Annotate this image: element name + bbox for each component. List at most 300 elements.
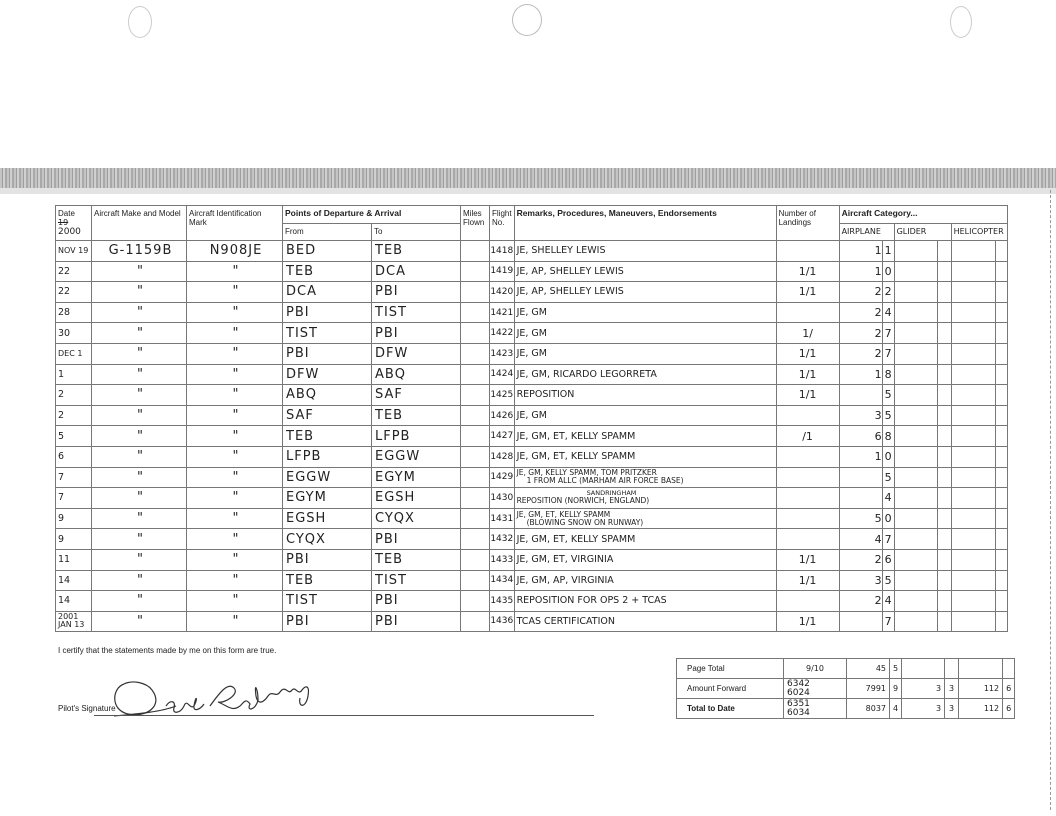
log-ident-mark: " [187,488,283,509]
log-heli-tenths [995,570,1007,591]
log-landings: 1/ [776,323,839,344]
log-date: 2001 JAN 13 [56,611,92,632]
log-landings [776,529,839,550]
log-airplane-hours: 4 [839,529,882,550]
log-remarks: REPOSITION [514,385,776,406]
log-heli-tenths [995,323,1007,344]
log-landings: 1/1 [776,343,839,364]
header-landings: Number of Landings [776,206,839,241]
page-total-hours: 45 [847,659,890,679]
header-miles: Miles Flown [461,206,490,241]
log-landings [776,302,839,323]
log-row [56,508,1008,529]
log-airplane-hours: 2 [839,323,882,344]
log-airplane-tenths: 5 [882,405,894,426]
log-landings: 1/1 [776,549,839,570]
log-aircraft-model: " [92,343,187,364]
log-aircraft-model: " [92,261,187,282]
log-remarks: JE, SHELLEY LEWIS [514,241,776,262]
log-airplane-tenths: 1 [882,241,894,262]
log-from: PBI [283,302,372,323]
page-total-label: Page Total [677,659,784,679]
log-to: PBI [372,591,461,612]
log-flight-no: 1430 [490,488,515,509]
log-remarks-line: JE, GM, KELLY SPAMM, TOM PRITZKER [516,468,657,478]
log-date: 9 [56,529,92,550]
log-from: PBI [283,343,372,364]
log-glider-tenths [937,364,951,385]
log-heli-hours [951,467,995,488]
log-glider-hours [894,364,937,385]
punch-hole-center [512,4,542,36]
log-remarks: TCAS CERTIFICATION [514,611,776,632]
log-from: TEB [283,570,372,591]
total-to-date-glider-hours: 3 [902,699,945,719]
log-glider-hours [894,446,937,467]
log-heli-hours [951,241,995,262]
log-miles [461,343,490,364]
log-airplane-tenths: 5 [882,385,894,406]
log-landings: 1/1 [776,570,839,591]
log-heli-hours [951,508,995,529]
log-row [56,343,1008,364]
page-total-landings: 9/10 [784,659,847,679]
total-to-date-extra: 6 [1003,699,1015,719]
log-airplane-hours: 2 [839,343,882,364]
log-remarks: JE, GM, AP, VIRGINIA [514,570,776,591]
log-airplane-hours: 5 [839,508,882,529]
log-landings [776,591,839,612]
totals-table [676,658,1015,719]
log-heli-hours [951,611,995,632]
log-row [56,467,1008,488]
log-heli-tenths [995,385,1007,406]
log-row [56,570,1008,591]
log-ident-mark: " [187,508,283,529]
log-aircraft-model: " [92,467,187,488]
log-glider-tenths [937,488,951,509]
page-total-heli [959,659,1003,679]
log-landings [776,508,839,529]
log-ident-mark: " [187,323,283,344]
log-remarks: JE, GM [514,302,776,323]
log-remarks: REPOSITION FOR OPS 2 + TCAS [514,591,776,612]
log-airplane-tenths: 4 [882,302,894,323]
log-airplane-hours: 3 [839,405,882,426]
log-row [56,261,1008,282]
log-airplane-tenths: 6 [882,549,894,570]
log-miles [461,570,490,591]
header-to: To [372,223,461,241]
header-category: Aircraft Category... [839,206,1007,224]
log-from: LFPB [283,446,372,467]
scan-binding-shadow [0,188,1056,194]
log-glider-hours [894,549,937,570]
log-airplane-tenths: 2 [882,282,894,303]
page-edge [1050,190,1052,810]
log-airplane-tenths: 5 [882,467,894,488]
log-ident-mark: " [187,261,283,282]
log-airplane-tenths: 5 [882,570,894,591]
log-glider-tenths [937,446,951,467]
log-glider-hours [894,488,937,509]
amount-forward-landings: 6342 6024 [784,679,847,699]
log-airplane-tenths: 4 [882,591,894,612]
log-to: TEB [372,549,461,570]
log-heli-tenths [995,343,1007,364]
log-to: TIST [372,570,461,591]
log-heli-tenths [995,488,1007,509]
log-to: PBI [372,611,461,632]
log-glider-tenths [937,405,951,426]
log-remarks: JE, GM, RICARDO LEGORRETA [514,364,776,385]
log-from: TEB [283,426,372,447]
log-flight-no: 1427 [490,426,515,447]
log-miles [461,529,490,550]
log-ident-mark: " [187,405,283,426]
log-miles [461,364,490,385]
log-glider-tenths [937,261,951,282]
signature-line [94,715,594,716]
log-from: EGGW [283,467,372,488]
log-airplane-tenths: 7 [882,323,894,344]
log-airplane-hours: 2 [839,282,882,303]
log-aircraft-model: " [92,302,187,323]
log-heli-hours [951,570,995,591]
log-miles [461,261,490,282]
log-date: 30 [56,323,92,344]
log-heli-tenths [995,508,1007,529]
log-to: DFW [372,343,461,364]
log-heli-hours [951,261,995,282]
log-glider-hours [894,529,937,550]
log-glider-tenths [937,467,951,488]
log-ident-mark: " [187,343,283,364]
log-row [56,529,1008,550]
log-date: 22 [56,261,92,282]
log-glider-tenths [937,529,951,550]
total-to-date-label: Total to Date [677,699,784,719]
certification-statement: I certify that the statements made by me on this form are true. [58,646,277,655]
log-remarks: JE, GM [514,343,776,364]
log-from: ABQ [283,385,372,406]
amount-forward-glider-hours: 3 [902,679,945,699]
log-to: LFPB [372,426,461,447]
log-row [56,302,1008,323]
log-from: SAF [283,405,372,426]
log-row [56,323,1008,344]
log-landings: 1/1 [776,282,839,303]
log-airplane-hours: 2 [839,549,882,570]
log-aircraft-model: " [92,426,187,447]
log-remarks: JE, GM [514,405,776,426]
log-flight-no: 1432 [490,529,515,550]
log-airplane-hours: 1 [839,261,882,282]
log-heli-tenths [995,467,1007,488]
header-remarks: Remarks, Procedures, Maneuvers, Endorsements [514,206,776,241]
amount-forward-tenths: 9 [890,679,902,699]
log-row [56,426,1008,447]
log-airplane-tenths: 7 [882,529,894,550]
log-ident-mark: " [187,385,283,406]
log-aircraft-model: " [92,529,187,550]
log-landings: /1 [776,426,839,447]
log-glider-tenths [937,508,951,529]
log-airplane-tenths: 7 [882,611,894,632]
log-date: 22 [56,282,92,303]
log-from: TEB [283,261,372,282]
header-cat-glider: GLIDER [894,223,951,241]
log-glider-tenths [937,241,951,262]
log-from: TIST [283,591,372,612]
log-ident-mark: " [187,446,283,467]
log-glider-tenths [937,282,951,303]
log-glider-hours [894,405,937,426]
log-airplane-tenths: 0 [882,508,894,529]
signature-block [58,676,618,720]
log-date: 7 [56,488,92,509]
log-landings [776,241,839,262]
log-to: PBI [372,323,461,344]
log-ident-mark: " [187,426,283,447]
log-airplane-tenths: 8 [882,364,894,385]
log-row [56,591,1008,612]
log-flight-no: 1429 [490,467,515,488]
log-remarks-line-2: 1 FROM ALLC (MARHAM AIR FORCE BASE) [526,476,684,486]
log-airplane-hours [839,385,882,406]
total-to-date-heli-hours: 112 [959,699,1003,719]
log-row [56,549,1008,570]
page-total-row [677,659,1015,679]
header-cat-helicopter: HELICOPTER [951,223,1007,241]
log-miles [461,467,490,488]
log-remarks: JE, GM, ET, VIRGINIA [514,549,776,570]
log-row [56,364,1008,385]
log-ident-mark: " [187,467,283,488]
log-aircraft-model: " [92,364,187,385]
log-aircraft-model: " [92,611,187,632]
amount-forward-label: Amount Forward [677,679,784,699]
log-glider-hours [894,323,937,344]
log-remarks: JE, AP, SHELLEY LEWIS [514,261,776,282]
log-miles [461,405,490,426]
log-heli-tenths [995,426,1007,447]
log-miles [461,426,490,447]
log-airplane-hours [839,488,882,509]
log-heli-tenths [995,549,1007,570]
log-aircraft-model: " [92,405,187,426]
log-heli-tenths [995,241,1007,262]
log-to: CYQX [372,508,461,529]
log-flight-no: 1424 [490,364,515,385]
log-miles [461,508,490,529]
log-from: TIST [283,323,372,344]
header-make-model: Aircraft Make and Model [92,206,187,241]
log-glider-hours [894,241,937,262]
log-glider-hours [894,261,937,282]
log-miles [461,591,490,612]
log-airplane-hours: 2 [839,591,882,612]
log-heli-hours [951,323,995,344]
total-to-date-glider-tenths: 3 [945,699,959,719]
log-flight-no: 1421 [490,302,515,323]
amount-forward-row [677,679,1015,699]
log-remarks: JE, GM [514,323,776,344]
log-heli-tenths [995,405,1007,426]
log-aircraft-model: " [92,488,187,509]
log-from: BED [283,241,372,262]
amount-forward-hours: 7991 [847,679,890,699]
log-ident-mark: N908JE [187,241,283,262]
log-row [56,241,1008,262]
log-glider-tenths [937,302,951,323]
log-landings [776,405,839,426]
log-ident-mark: " [187,591,283,612]
log-heli-tenths [995,446,1007,467]
log-airplane-tenths: 0 [882,446,894,467]
log-date: 14 [56,591,92,612]
log-to: EGYM [372,467,461,488]
page-total-tenths: 5 [890,659,902,679]
log-heli-hours [951,529,995,550]
log-heli-hours [951,488,995,509]
log-heli-hours [951,282,995,303]
log-from: PBI [283,549,372,570]
log-miles [461,446,490,467]
log-heli-hours [951,385,995,406]
log-remarks: JE, GM, ET, KELLY SPAMM [514,426,776,447]
log-to: PBI [372,282,461,303]
log-row [56,405,1008,426]
log-landings [776,467,839,488]
log-ident-mark: " [187,282,283,303]
total-to-date-hours: 8037 [847,699,890,719]
log-flight-no: 1425 [490,385,515,406]
log-date: 2 [56,385,92,406]
log-remarks-line: JE, GM, ET, KELLY SPAMM [516,509,611,519]
log-airplane-hours [839,611,882,632]
header-ident-mark: Aircraft Identification Mark [187,206,283,241]
log-landings [776,488,839,509]
pilot-signature-label: Pilot's Signature [58,704,116,713]
log-glider-tenths [937,570,951,591]
log-date: 7 [56,467,92,488]
log-miles [461,488,490,509]
log-landings: 1/1 [776,364,839,385]
log-landings: 1/1 [776,261,839,282]
log-date: 1 [56,364,92,385]
pilot-signature [106,676,366,720]
log-flight-no: 1431 [490,508,515,529]
log-glider-hours [894,302,937,323]
log-heli-hours [951,405,995,426]
log-glider-hours [894,426,937,447]
logbook-rows [56,241,1008,632]
log-heli-hours [951,549,995,570]
log-glider-tenths [937,591,951,612]
amount-forward-heli-hours: 112 [959,679,1003,699]
log-ident-mark: " [187,302,283,323]
log-to: TEB [372,241,461,262]
log-to: PBI [372,529,461,550]
log-heli-tenths [995,261,1007,282]
total-to-date-tenths: 4 [890,699,902,719]
log-airplane-hours: 1 [839,446,882,467]
page-total-glider [902,659,945,679]
log-from: EGSH [283,508,372,529]
log-glider-hours [894,570,937,591]
log-heli-tenths [995,591,1007,612]
header-points: Points of Departure & Arrival [283,206,461,224]
amount-forward-extra: 6 [1003,679,1015,699]
log-remarks-line: REPOSITION (NORWICH, ENGLAND) [516,496,650,506]
log-row [56,282,1008,303]
log-glider-hours [894,385,937,406]
log-ident-mark: " [187,364,283,385]
log-date: 6 [56,446,92,467]
log-aircraft-model: " [92,446,187,467]
log-to: TIST [372,302,461,323]
log-airplane-hours: 2 [839,302,882,323]
log-landings [776,446,839,467]
log-heli-tenths [995,302,1007,323]
log-airplane-tenths: 7 [882,343,894,364]
log-to: DCA [372,261,461,282]
log-glider-hours [894,508,937,529]
log-miles [461,302,490,323]
punch-hole-right [950,6,972,38]
log-remarks-above: SANDRINGHAM [586,489,637,498]
log-miles [461,549,490,570]
log-from: PBI [283,611,372,632]
log-date: 5 [56,426,92,447]
log-date: 9 [56,508,92,529]
log-glider-hours [894,467,937,488]
log-glider-tenths [937,343,951,364]
page-total-glider-t [945,659,959,679]
log-remarks: JE, GM, ET, KELLY SPAMM [514,529,776,550]
log-flight-no: 1434 [490,570,515,591]
log-heli-hours [951,591,995,612]
header-cat-airplane: AIRPLANE [839,223,894,241]
log-remarks [514,508,776,529]
punch-hole-left [128,6,152,38]
log-flight-no: 1428 [490,446,515,467]
log-row [56,446,1008,467]
log-glider-hours [894,611,937,632]
log-glider-hours [894,343,937,364]
log-aircraft-model: " [92,508,187,529]
log-glider-hours [894,282,937,303]
log-aircraft-model: " [92,570,187,591]
log-aircraft-model: " [92,591,187,612]
log-glider-tenths [937,385,951,406]
log-glider-hours [894,591,937,612]
log-remarks: JE, GM, ET, KELLY SPAMM [514,446,776,467]
log-flight-no: 1419 [490,261,515,282]
log-glider-tenths [937,426,951,447]
log-to: EGGW [372,446,461,467]
log-flight-no: 1418 [490,241,515,262]
log-miles [461,282,490,303]
log-from: CYQX [283,529,372,550]
log-flight-no: 1433 [490,549,515,570]
log-heli-hours [951,343,995,364]
log-from: EGYM [283,488,372,509]
log-date: 11 [56,549,92,570]
log-heli-tenths [995,364,1007,385]
log-date: NOV 19 [56,241,92,262]
